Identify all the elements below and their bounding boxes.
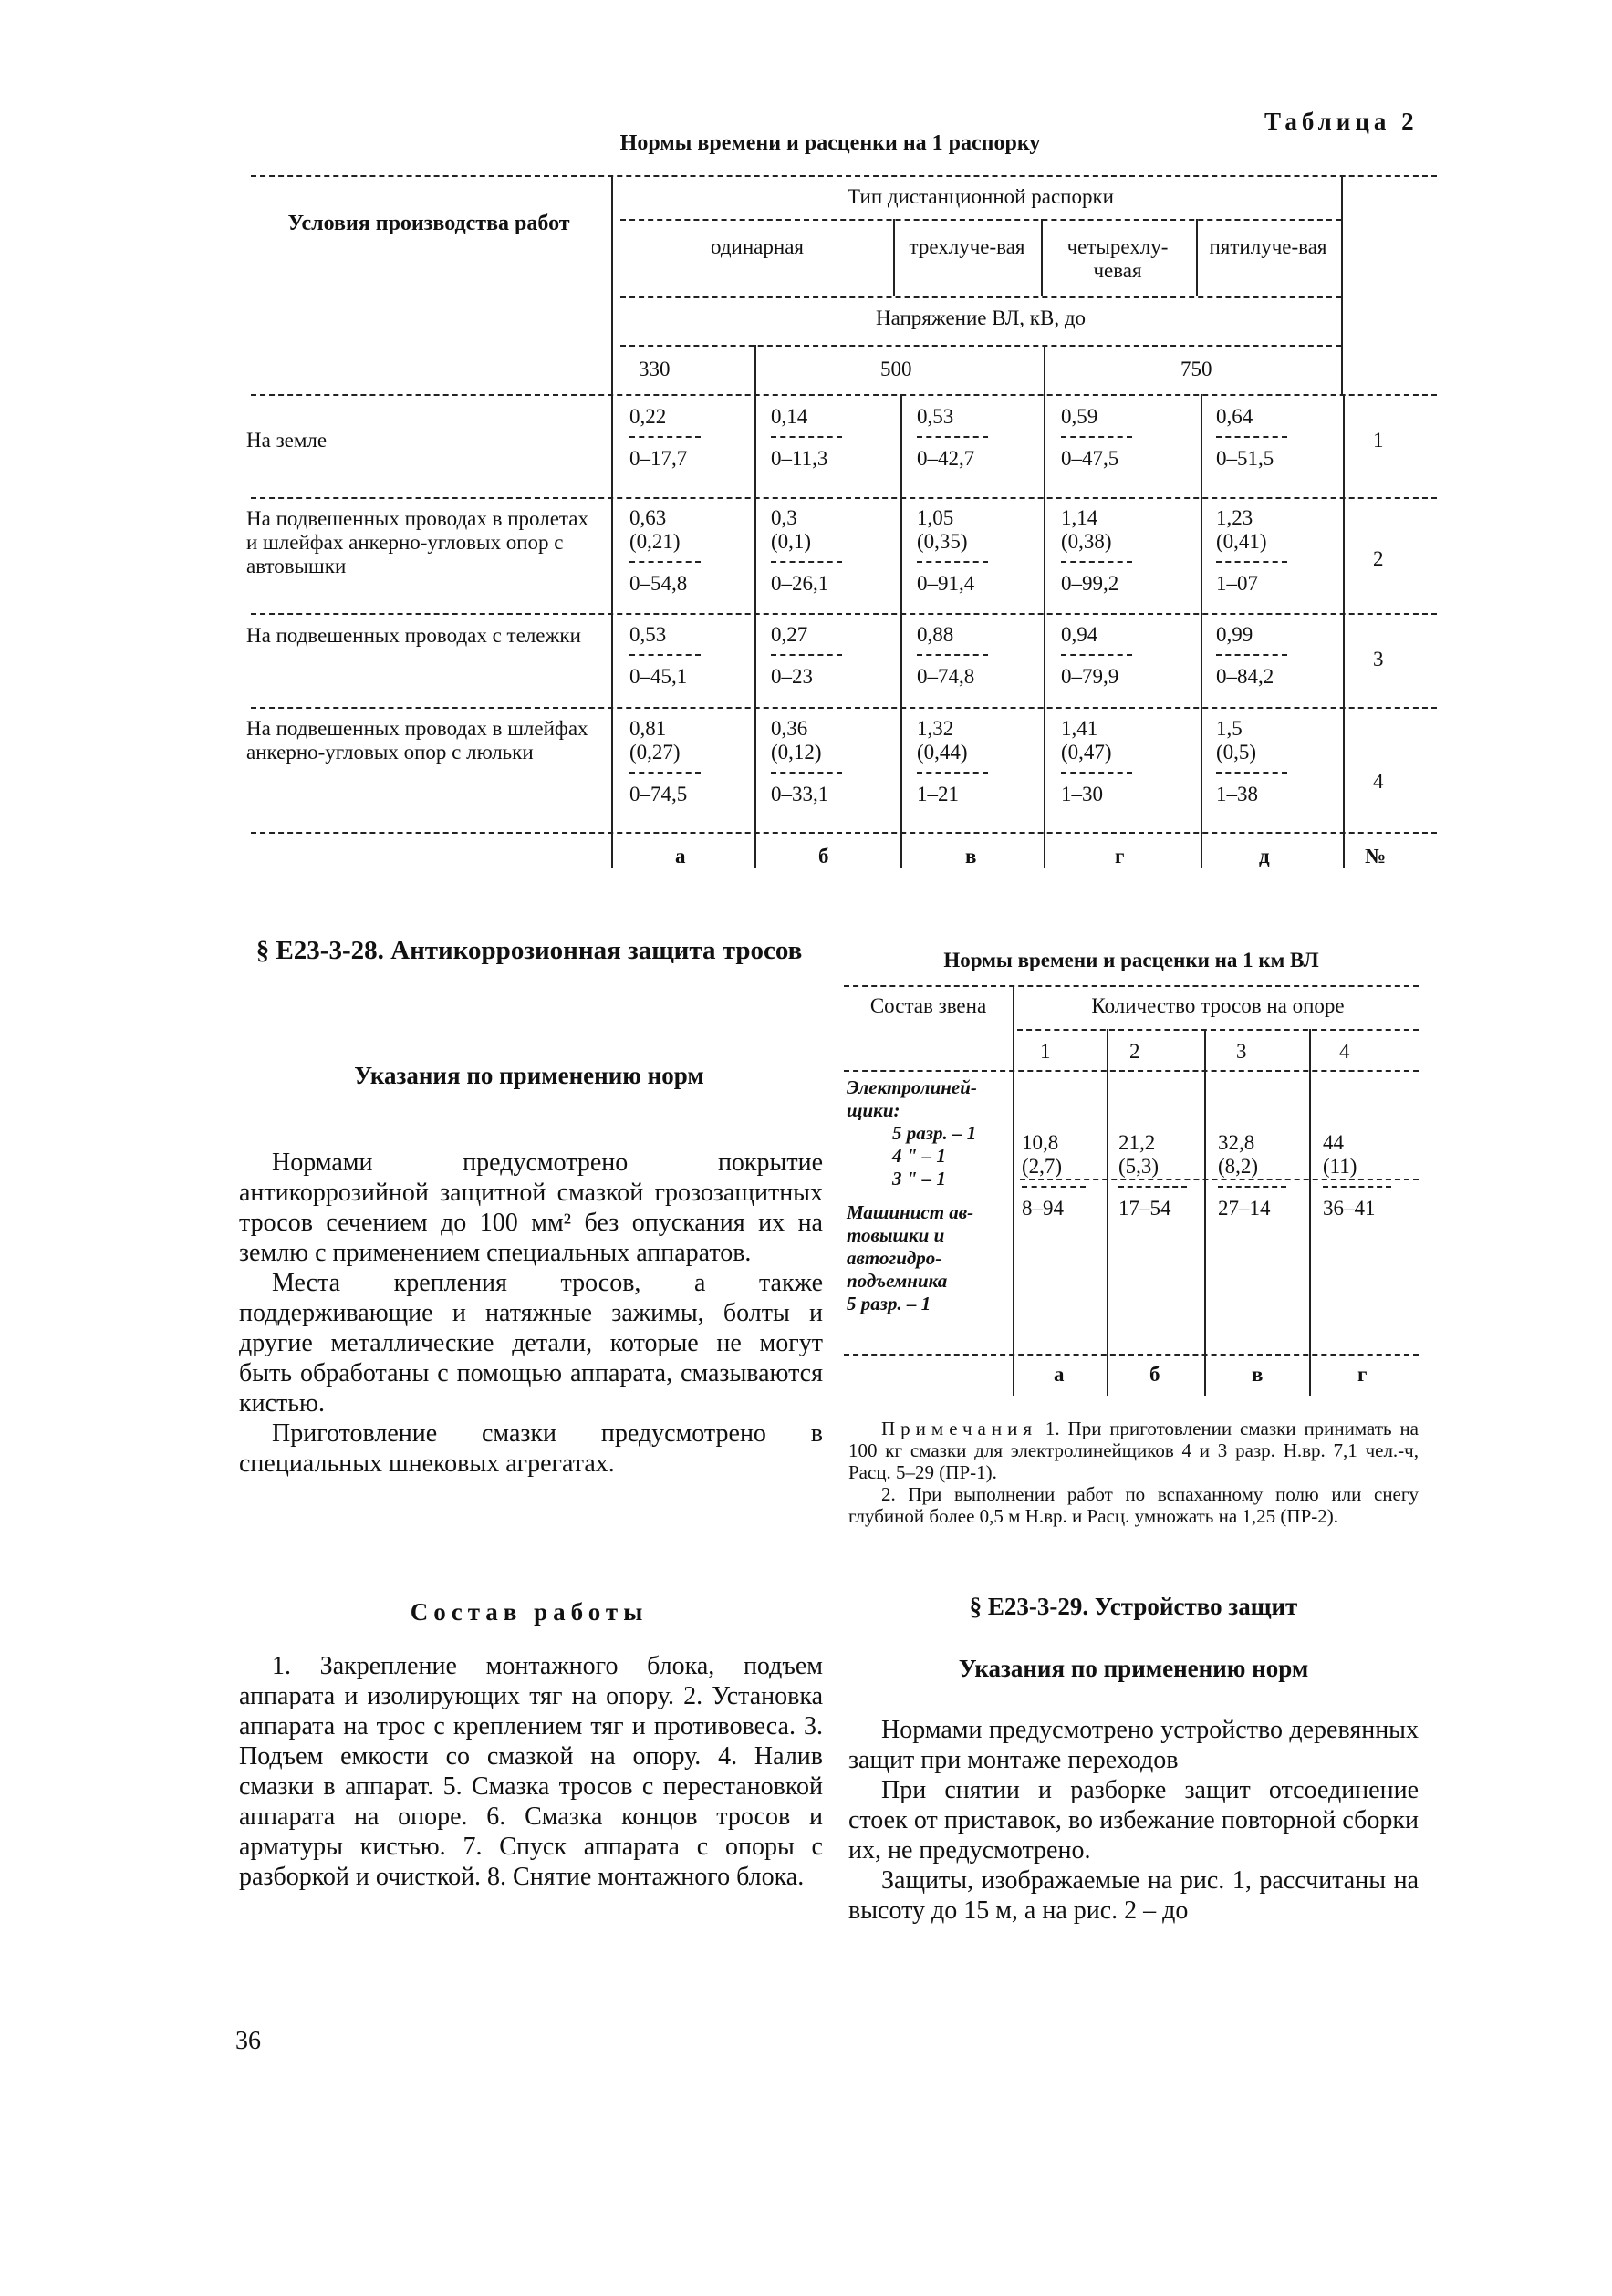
table-title: Нормы времени и расценки на 1 распорку	[619, 131, 1041, 155]
km-count-2: 2	[1129, 1040, 1140, 1063]
work-text	[239, 1651, 823, 1892]
km-header-count: Количество тросов на опоре	[1091, 994, 1345, 1017]
type-triple: трехлуче-вая	[909, 235, 1025, 258]
km-cell-b: 21,2 (5,3) 17–54	[1118, 1131, 1187, 1221]
voltage-500: 500	[880, 358, 912, 380]
km-crew-list: Электролиней- щики: 5 разр. – 1 4 " – 1 3 " – 1 Машинист ав- товышки и автогидро- подъемника 5 разр. – 1	[847, 1076, 977, 1314]
row-num-2: 2	[1373, 547, 1384, 570]
cell-2b: 0,3 (0,1) 0–26,1	[771, 506, 842, 596]
cell-3a: 0,53 0–45,1	[629, 623, 701, 689]
cell-4b: 0,36 (0,12) 0–33,1	[771, 717, 842, 806]
cell-1d: 0,59 0–47,5	[1061, 405, 1132, 471]
row-label-1: На земле	[246, 429, 328, 452]
header-type: Тип дистанционной распорки	[848, 185, 1114, 208]
cell-1b: 0,14 0–11,3	[771, 405, 842, 471]
work-title: Состав работы	[410, 1598, 649, 1626]
km-footer-g: г	[1357, 1363, 1368, 1386]
row-num-3: 3	[1373, 648, 1384, 670]
km-table-title: Нормы времени и расценки на 1 км ВЛ	[943, 949, 1319, 971]
paragraph: 1. Закрепление монтажного блока, подъем аппарата и изолирующих тяг на опору. 2. Установка аппарата на трос с креплением тяг и противовеса. 3. Подъем емкости со смазкой на опору. 4. Налив смазки в аппарат. 5. Смазка тросов с перестановкой аппарата на опоре. 6. Смазка концов тросов и арматуры кистью. 7. Спуск аппарата с опоры с разборкой и очисткой. 8. Снятие монтажного блока.	[239, 1652, 823, 1891]
cell-2c: 1,05 (0,35) 0–91,4	[917, 506, 988, 596]
cell-1e: 0,64 0–51,5	[1216, 405, 1287, 471]
section-28-title: § Е23-3-28. Антикоррозионная защита тросов	[255, 936, 803, 965]
km-footer-b: б	[1149, 1363, 1160, 1386]
paragraph: Защиты, изображаемые на рис. 1, рассчитаны на высоту до 15 м, а на рис. 2 – до	[848, 1866, 1419, 1925]
section-29-subtitle: Указания по применению норм	[958, 1655, 1309, 1682]
section-28-text	[239, 1148, 823, 1479]
km-cell-v: 32,8 (8,2) 27–14	[1218, 1131, 1286, 1221]
paragraph: Места крепления тросов, а также поддерживающие и натяжные зажимы, болты и другие металлические детали, которые не могут быть обработаны с помощью аппарата, смазываются кистью.	[239, 1269, 823, 1418]
row-num-1: 1	[1373, 429, 1384, 452]
row-label-2: На подвешенных проводах в пролетах и шлейфах анкерно-угловых опор с автовышки	[246, 507, 588, 577]
table-label: Таблица 2	[1264, 108, 1419, 135]
footer-num: №	[1365, 845, 1387, 867]
footer-b: б	[818, 845, 829, 867]
voltage-750: 750	[1180, 358, 1212, 380]
page-number: 36	[235, 2027, 261, 2055]
note-1: 1. При приготовлении смазки принимать на 100 кг смазки для электролинейщиков 4 и 3 разр. Н.вр. 7,1 чел.-ч, Расц. 5–29 (ПР-1).	[848, 1418, 1420, 1483]
cell-2d: 1,14 (0,38) 0–99,2	[1061, 506, 1132, 596]
notes	[848, 1418, 1419, 1527]
footer-v: в	[965, 845, 977, 867]
notes-lead: Примечания	[881, 1418, 1038, 1439]
cell-4e: 1,5 (0,5) 1–38	[1216, 717, 1287, 806]
cell-2a: 0,63 (0,21) 0–54,8	[629, 506, 701, 596]
cell-2e: 1,23 (0,41) 1–07	[1216, 506, 1287, 596]
footer-d: д	[1259, 845, 1270, 867]
paragraph: Нормами предусмотрено покрытие антикоррозийной защитной смазкой грозозащитных тросов сечением до 100 мм² без опускания их на землю с применением специальных аппаратов.	[239, 1148, 823, 1267]
row-label-3: На подвешенных проводах с тележки	[246, 624, 581, 647]
km-footer-v: в	[1252, 1363, 1264, 1386]
type-single: одинарная	[711, 235, 804, 258]
footer-a: а	[675, 845, 686, 867]
km-cell-g: 44 (11) 36–41	[1323, 1131, 1391, 1221]
note-2: 2. При выполнении работ по вспаханному полю или снегу глубиной более 0,5 м Н.вр. и Расц. умножать на 1,25 (ПР-2).	[848, 1483, 1419, 1527]
cell-3e: 0,99 0–84,2	[1216, 623, 1287, 689]
voltage-330: 330	[639, 358, 671, 380]
km-count-1: 1	[1040, 1040, 1051, 1063]
voltage-header: Напряжение ВЛ, кВ, до	[875, 306, 1087, 329]
paragraph: Нормами предусмотрено устройство деревянных защит при монтаже переходов	[848, 1716, 1419, 1774]
type-five: пятилуче-вая	[1209, 235, 1327, 258]
km-cell-a: 10,8 (2,7) 8–94	[1022, 1131, 1086, 1221]
km-count-4: 4	[1339, 1040, 1350, 1063]
cell-1c: 0,53 0–42,7	[917, 405, 988, 471]
section-28-subtitle: Указания по применению норм	[354, 1062, 704, 1089]
cell-4d: 1,41 (0,47) 1–30	[1061, 717, 1132, 806]
cell-3d: 0,94 0–79,9	[1061, 623, 1132, 689]
cell-1a: 0,22 0–17,7	[629, 405, 701, 471]
type-quad: четырехлу-чевая	[1066, 235, 1169, 282]
cell-3c: 0,88 0–74,8	[917, 623, 988, 689]
cell-4c: 1,32 (0,44) 1–21	[917, 717, 988, 806]
header-conditions: Условия производства работ	[287, 212, 570, 235]
cell-4a: 0,81 (0,27) 0–74,5	[629, 717, 701, 806]
paragraph: Приготовление смазки предусмотрено в специальных шнековых агрегатах.	[239, 1419, 823, 1478]
row-num-4: 4	[1373, 770, 1384, 793]
km-footer-a: а	[1054, 1363, 1065, 1386]
cell-3b: 0,27 0–23	[771, 623, 842, 689]
km-header-crew: Состав звена	[869, 994, 987, 1017]
paragraph: При снятии и разборке защит отсоединение стоек от приставок, во избежание повторной сборки их, не предусмотрено.	[848, 1776, 1419, 1865]
km-count-3: 3	[1236, 1040, 1247, 1063]
section-29-title: § Е23-3-29. Устройство защит	[969, 1593, 1298, 1620]
section-29-text	[848, 1715, 1419, 1926]
row-label-4: На подвешенных проводах в шлейфах анкерно-угловых опор с люльки	[246, 717, 588, 764]
footer-g: г	[1115, 845, 1125, 867]
